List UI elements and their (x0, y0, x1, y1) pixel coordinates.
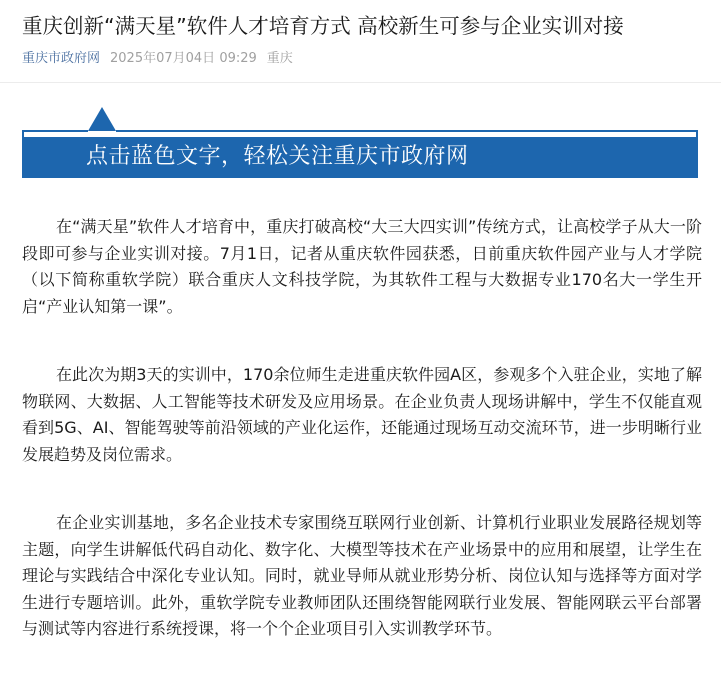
publish-datetime: 2025年07月04日 09:29 (110, 51, 257, 66)
article-paragraph: 在企业实训基地，多名企业技术专家围绕互联网行业创新、计算机行业职业发展路径规划等主题，向学生讲解低代码自动化、数字化、大模型等技术在产业场景中的应用和展望，让学生在理论与实践结合中深化专业认知。同时，就业导师从就业形势分析、岗位认知与选择等方面对学生进行专题培训。此外，重软学院专业教师团队还围绕智能网联行业发展、智能网联云平台部署与测试等内容进行系统授课，将一个个企业项目引入实训教学环节。 (22, 513, 702, 638)
banner-frame-line (116, 130, 698, 132)
article-meta (22, 50, 293, 68)
article-title: 重庆创新“满天星”软件人才培育方式 高校新生可参与企业实训对接 (22, 14, 624, 38)
follow-banner-text[interactable]: 点击蓝色文字，轻松关注重庆市政府网 (86, 144, 469, 169)
banner-pointer-icon (88, 107, 116, 131)
article-paragraph: 在此次为期3天的实训中，170余位师生走进重庆软件园A区，参观多个入驻企业，实地了解物联网、大数据、人工智能等技术研发及应用场景。在企业负责人现场讲解中，学生不仅能直观看到5G、AI、智能驾驶等前沿领域的产业化运作，还能通过现场互动交流环节，进一步明晰行业发展趋势及岗位需求。 (22, 365, 702, 464)
source-link[interactable]: 重庆市政府网 (22, 51, 101, 66)
header-divider (0, 82, 721, 83)
location-label: 重庆 (266, 51, 293, 66)
follow-banner[interactable] (22, 137, 698, 178)
article-paragraph: 在“满天星”软件人才培育中，重庆打破高校“大三大四实训”传统方式，让高校学子从大一阶段即可参与企业实训对接。7月1日，记者从重庆软件园获悉，日前重庆软件园产业与人才学院（以下简称重软学院）联合重庆人文科技学院，为其软件工程与大数据专业170名大一学生开启“产业认知第一课”。 (22, 217, 702, 316)
banner-frame-line (22, 130, 88, 132)
